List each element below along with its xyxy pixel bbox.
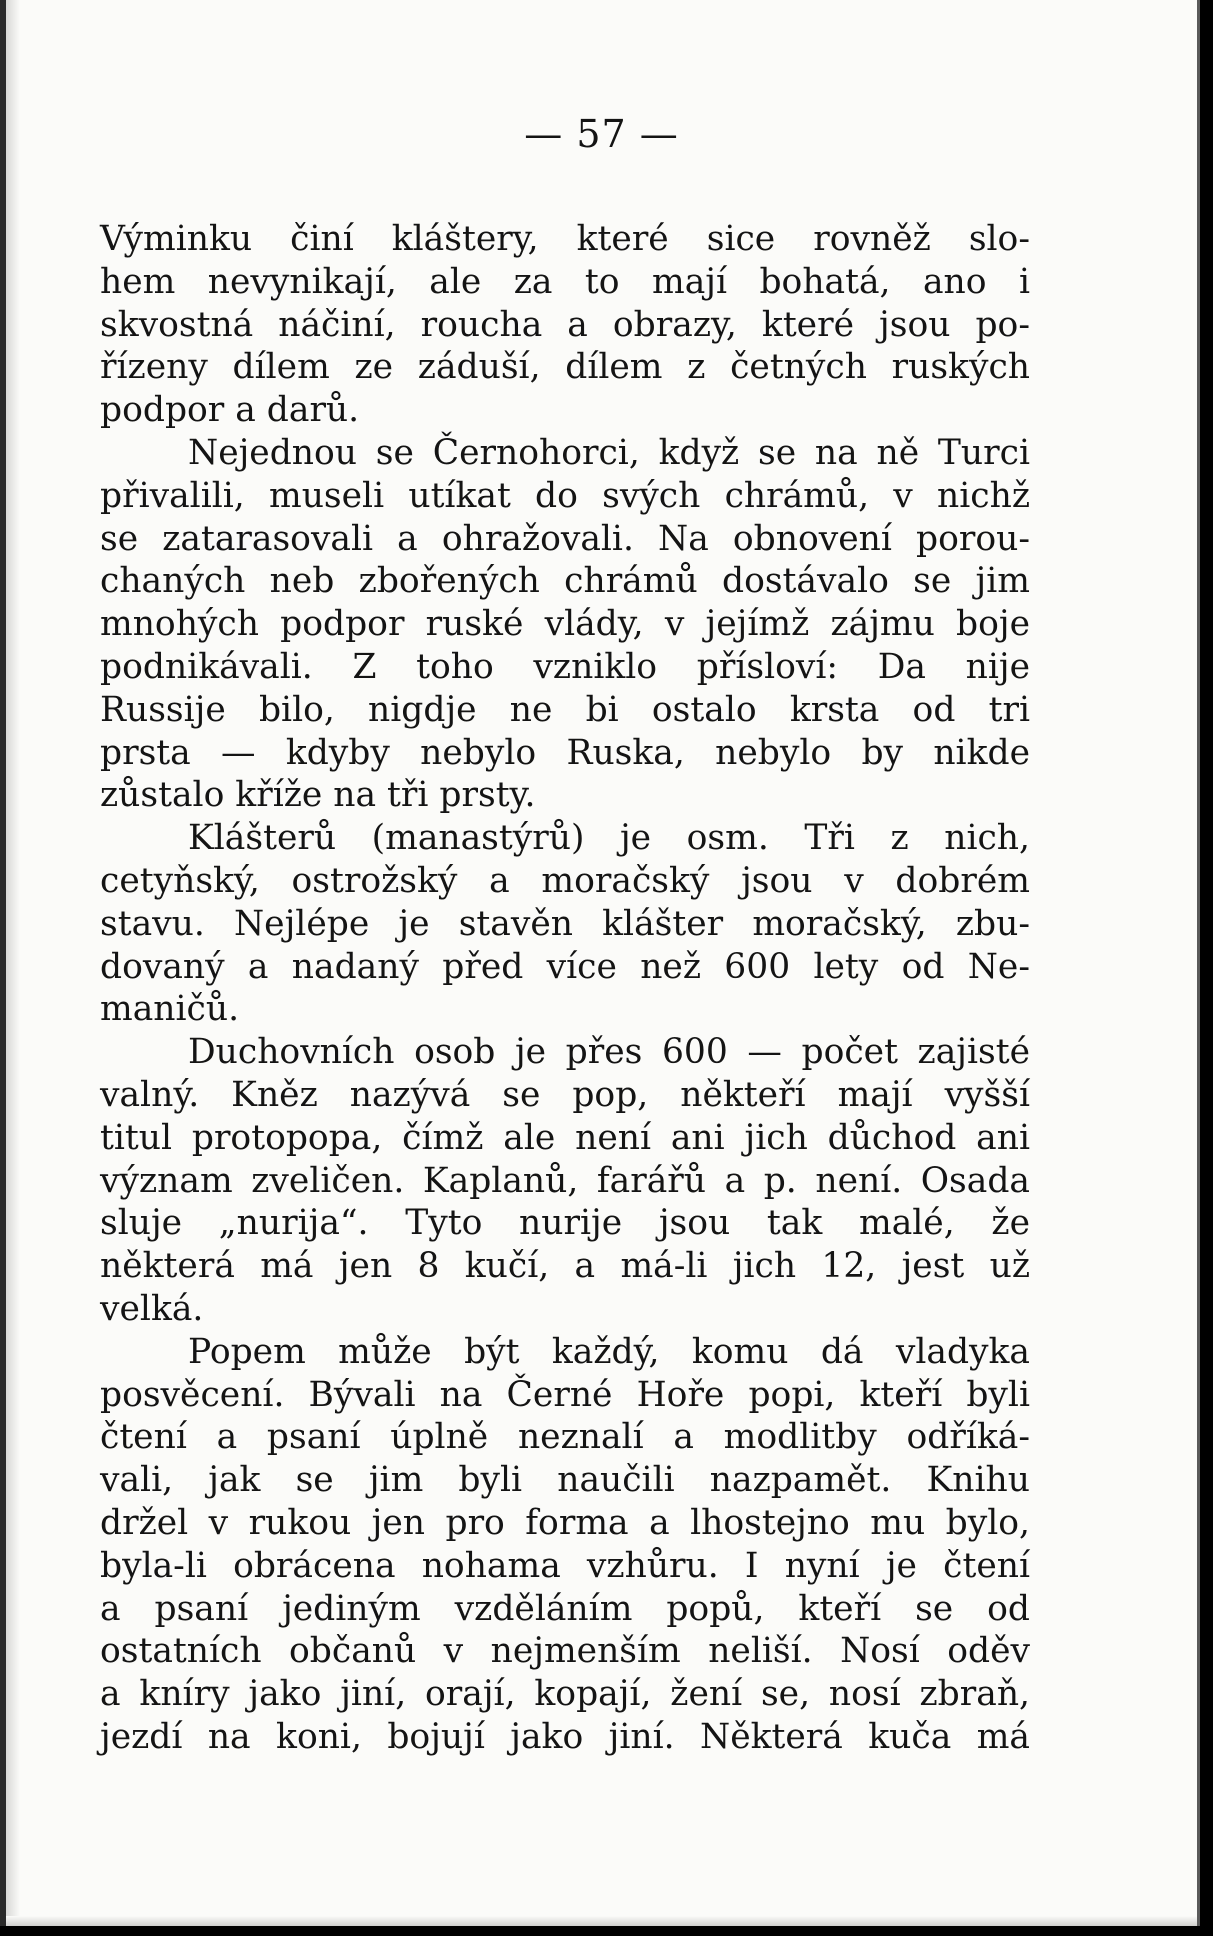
text-line: podpor a darů. xyxy=(100,390,360,431)
text-line: Výminku činí kláštery, které sice rovněž slo- xyxy=(100,219,1030,259)
text-line: jezdí na koni, bojují jako jiní. Některá kuča má xyxy=(100,1716,1030,1757)
text-line: hem nevynikají, ale za to mají bohatá, ano i xyxy=(100,261,1030,302)
text-line: a kníry jako jiní, orají, kopají, žení se, nosí zbraň, xyxy=(100,1674,1030,1715)
text-line: prsta — kdyby nebylo Ruska, nebylo by nikde xyxy=(100,732,1030,773)
text-line: řízeny dílem ze záduší, dílem z četných ruských xyxy=(100,347,1030,388)
text-line: stavu. Nejlépe je stavěn klášter moračský, zbu- xyxy=(100,903,1030,944)
text-line: velká. xyxy=(100,1288,204,1329)
text-line: některá má jen 8 kučí, a má-li jich 12, jest už xyxy=(100,1246,1030,1287)
text-line: Popem může být každý, komu dá vladyka xyxy=(188,1331,1030,1372)
page-bottom-edge xyxy=(6,1916,1197,1926)
page-number: — 57 — xyxy=(524,112,679,156)
text-line: význam zveličen. Kaplanů, farářů a p. není. Osada xyxy=(100,1160,1030,1201)
text-line: Russije bilo, nigdje ne bi ostalo krsta od tri xyxy=(100,689,1030,730)
text-line: Klášterů (manastýrů) je osm. Tři z nich, xyxy=(188,818,1030,859)
page-gutter xyxy=(6,0,20,1926)
text-line: valný. Kněz nazývá se pop, někteří mají vyšší xyxy=(100,1074,1030,1115)
text-line: vali, jak se jim byli naučili nazpamět. Knihu xyxy=(100,1460,1030,1501)
text-line: se zatarasovali a ohražovali. Na obnovení porou- xyxy=(100,518,1030,559)
text-line: přivalili, museli utíkat do svých chrámů, v nichž xyxy=(100,475,1030,516)
text-line: chaných neb zbořených chrámů dostávalo se jim xyxy=(100,561,1030,602)
text-line: zůstalo kříže na tři prsty. xyxy=(100,775,536,816)
text-line: byla-li obrácena nohama vzhůru. I nyní je čtení xyxy=(100,1545,1030,1586)
text-line: mnohých podpor ruské vlády, v jejímž zájmu boje xyxy=(100,604,1030,645)
text-line: držel v rukou jen pro forma a lhostejno mu bylo, xyxy=(100,1502,1030,1543)
text-line: cetyňský, ostrožský a moračský jsou v dobrém xyxy=(100,860,1030,901)
text-line: titul protopopa, čímž ale není ani jich důchod ani xyxy=(100,1117,1030,1158)
text-line: čtení a psaní úplně neznalí a modlitby odříká- xyxy=(100,1417,1030,1458)
text-line: dovaný a nadaný před více než 600 lety od Ne- xyxy=(100,946,1030,987)
text-line: maničů. xyxy=(100,989,240,1030)
text-line: podnikávali. Z toho vzniklo přísloví: Da nije xyxy=(100,646,1030,687)
body-text xyxy=(100,218,1030,1759)
text-line: ostatních občanů v nejmenším neliší. Nosí oděv xyxy=(100,1631,1030,1672)
text-line: Nejednou se Černohorci, když se na ně Turci xyxy=(188,432,1030,473)
text-line: posvěcení. Bývali na Černé Hoře popi, kteří byli xyxy=(100,1374,1030,1415)
text-line: a psaní jediným vzděláním popů, kteří se od xyxy=(100,1588,1030,1629)
text-line: sluje „nurija“. Tyto nurije jsou tak malé, že xyxy=(100,1203,1030,1244)
text-line: Duchovních osob je přes 600 — počet zajisté xyxy=(188,1032,1030,1073)
text-line: skvostná náčiní, roucha a obrazy, které jsou po- xyxy=(100,304,1030,345)
